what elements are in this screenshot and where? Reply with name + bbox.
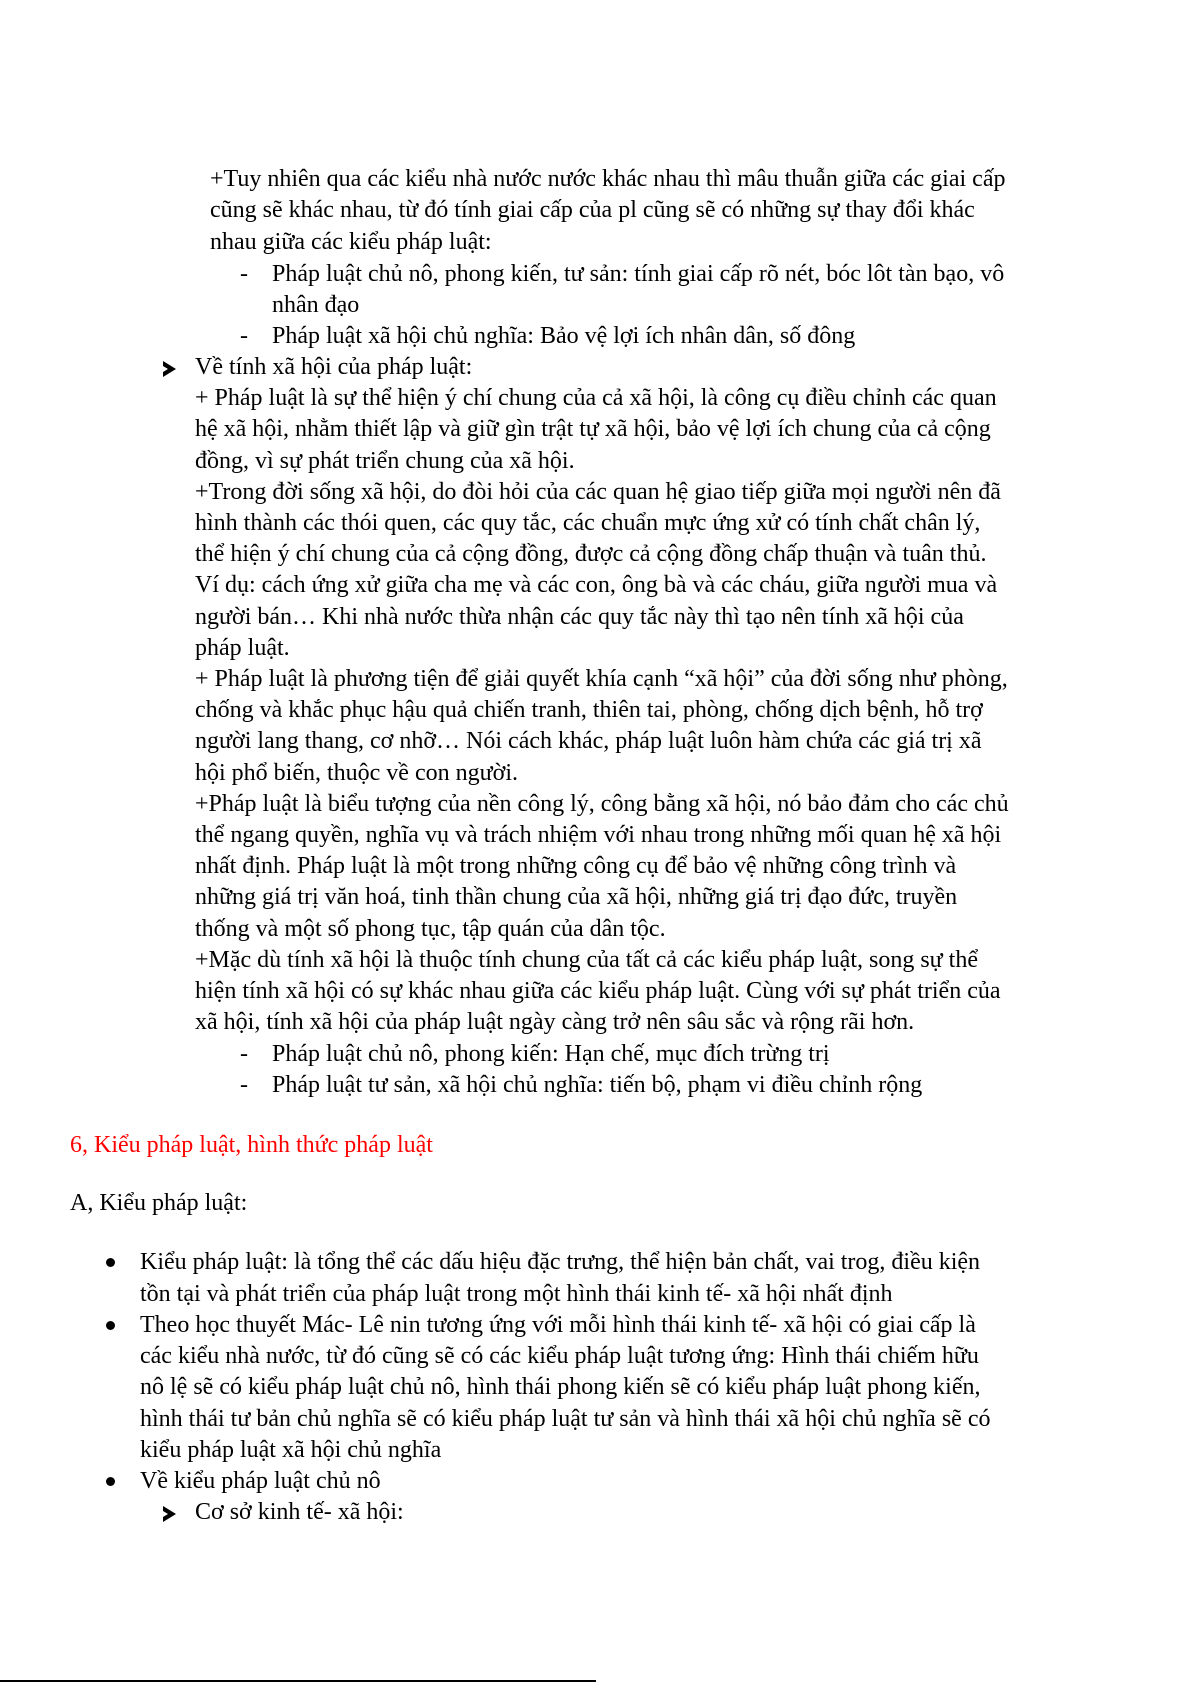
text-line: + Pháp luật là phương tiện để giải quyết khía cạnh “xã hội” của đời sống như phòng, xyxy=(195,666,1008,692)
dash-marker: - xyxy=(240,323,248,349)
text-line: nhau giữa các kiểu pháp luật: xyxy=(210,229,492,255)
list-item-continuation: nô lệ sẽ có kiểu pháp luật chủ nô, hình thái phong kiến sẽ có kiểu pháp luật phong kiến, xyxy=(140,1374,981,1400)
text-line: thể ngang quyền, nghĩa vụ và trách nhiệm với nhau trong những mối quan hệ xã hội xyxy=(195,822,1002,848)
section-title: Về tính xã hội của pháp luật: xyxy=(195,354,473,380)
arrow-bullet-icon xyxy=(163,361,176,377)
text-line: cũng sẽ khác nhau, từ đó tính giai cấp của pl cũng sẽ có những sự thay đổi khác xyxy=(210,197,975,223)
sub-list-item: Cơ sở kinh tế- xã hội: xyxy=(195,1499,404,1525)
text-line: hình thành các thói quen, các quy tắc, các chuẩn mực ứng xử có tính chất chân lý, xyxy=(195,510,981,536)
text-line: chống và khắc phục hậu quả chiến tranh, thiên tai, phòng, chống dịch bệnh, hỗ trợ xyxy=(195,697,983,723)
list-item: Kiểu pháp luật: là tổng thể các dấu hiệu đặc trưng, thể hiện bản chất, vai trog, điều kiện xyxy=(140,1249,981,1275)
text-line: xã hội, tính xã hội của pháp luật ngày càng trở nên sâu sắc và rộng rãi hơn. xyxy=(195,1009,915,1035)
text-line: hội phổ biến, thuộc về con người. xyxy=(195,760,518,786)
text-line: nhất định. Pháp luật là một trong những công cụ để bảo vệ những công trình và xyxy=(195,853,957,879)
list-item: Theo học thuyết Mác- Lê nin tương ứng với mỗi hình thái kinh tế- xã hội có giai cấp là xyxy=(140,1312,976,1338)
text-line: +Pháp luật là biểu tượng của nền công lý, công bằng xã hội, nó bảo đảm cho các chủ xyxy=(195,791,1009,817)
text-line: người bán… Khi nhà nước thừa nhận các quy tắc này thì tạo nên tính xã hội của xyxy=(195,604,964,630)
list-item-continuation: tồn tại và phát triển của pháp luật trong một hình thái kinh tế- xã hội nhất định xyxy=(140,1281,893,1307)
dash-marker: - xyxy=(240,1072,248,1098)
list-item-continuation: các kiểu nhà nước, từ đó cũng sẽ có các kiểu pháp luật tương ứng: Hình thái chiếm hữu xyxy=(140,1343,979,1369)
text-line: hệ xã hội, nhằm thiết lập và giữ gìn trật tự xã hội, bảo vệ lợi ích chung của cả cộng xyxy=(195,416,991,442)
text-line: +Trong đời sống xã hội, do đòi hỏi của các quan hệ giao tiếp giữa mọi người nên đã xyxy=(195,479,1001,505)
list-item: Về kiểu pháp luật chủ nô xyxy=(140,1468,381,1494)
arrow-bullet-icon xyxy=(163,1506,176,1522)
text-line: +Mặc dù tính xã hội là thuộc tính chung của tất cả các kiểu pháp luật, song sự thể xyxy=(195,947,978,973)
list-item-continuation: hình thái tư bản chủ nghĩa sẽ có kiểu pháp luật tư sản và hình thái xã hội chủ nghĩa sẽ có xyxy=(140,1406,991,1432)
text-line: những giá trị văn hoá, tinh thần chung của xã hội, những giá trị đạo đức, truyền xyxy=(195,884,958,910)
text-line: +Tuy nhiên qua các kiểu nhà nước nước khác nhau thì mâu thuẫn giữa các giai cấp xyxy=(210,166,1006,192)
list-item-continuation: kiểu pháp luật xã hội chủ nghĩa xyxy=(140,1437,442,1463)
dash-marker: - xyxy=(240,1041,248,1067)
text-line: pháp luật. xyxy=(195,635,290,661)
page-bottom-rule xyxy=(0,1680,596,1682)
dash-marker: - xyxy=(240,261,248,287)
bullet-dot-icon xyxy=(106,1321,115,1330)
text-line: thể hiện ý chí chung của cả cộng đồng, được cả cộng đồng chấp thuận và tuân thủ. xyxy=(195,541,987,567)
text-line: hiện tính xã hội có sự khác nhau giữa các kiểu pháp luật. Cùng với sự phát triển của xyxy=(195,978,1001,1004)
list-item-continuation: nhân đạo xyxy=(272,292,360,318)
bullet-dot-icon xyxy=(106,1258,115,1267)
list-item: Pháp luật xã hội chủ nghĩa: Bảo vệ lợi ích nhân dân, số đông xyxy=(272,323,856,349)
list-item: Pháp luật chủ nô, phong kiến: Hạn chế, mục đích trừng trị xyxy=(272,1041,830,1067)
text-line: Ví dụ: cách ứng xử giữa cha mẹ và các con, ông bà và các cháu, giữa người mua và xyxy=(195,572,998,598)
text-line: thống và một số phong tục, tập quán của dân tộc. xyxy=(195,916,666,942)
bullet-dot-icon xyxy=(106,1477,115,1486)
section-heading: 6, Kiểu pháp luật, hình thức pháp luật xyxy=(70,1132,433,1158)
subheading: A, Kiểu pháp luật: xyxy=(70,1190,248,1216)
text-line: đồng, vì sự phát triển chung của xã hội. xyxy=(195,448,575,474)
list-item: Pháp luật tư sản, xã hội chủ nghĩa: tiến bộ, phạm vi điều chỉnh rộng xyxy=(272,1072,923,1098)
text-line: + Pháp luật là sự thể hiện ý chí chung của cả xã hội, là công cụ điều chỉnh các quan xyxy=(195,385,997,411)
text-line: người lang thang, cơ nhỡ… Nói cách khác, pháp luật luôn hàm chứa các giá trị xã xyxy=(195,728,982,754)
list-item: Pháp luật chủ nô, phong kiến, tư sản: tính giai cấp rõ nét, bóc lôt tàn bạo, vô xyxy=(272,261,1005,287)
